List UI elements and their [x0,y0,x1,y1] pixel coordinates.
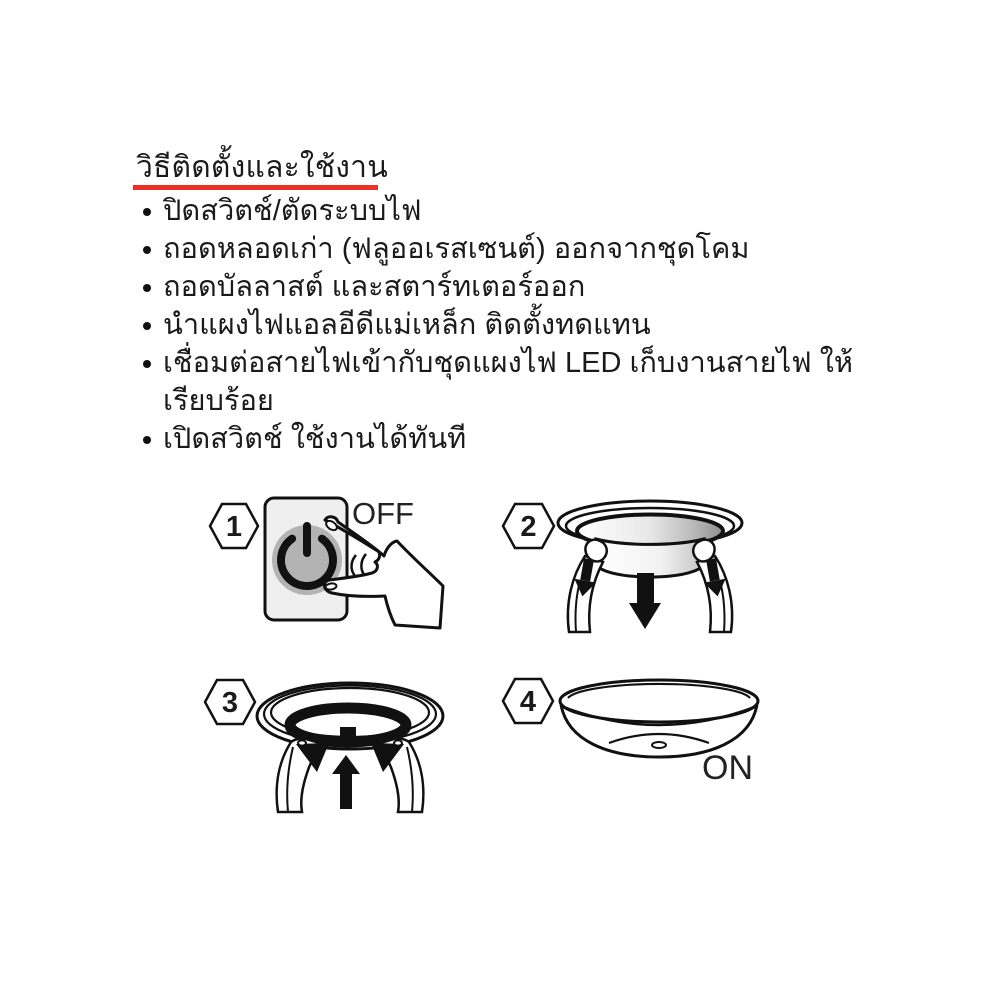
title-underline [133,185,378,190]
instruction-text: ถอดหลอดเก่า (ฟลูออเรสเซนต์) ออกจากชุดโคม [163,233,750,265]
instruction-text: เปิดสวิตช์ ใช้งานได้ทันที [163,423,467,455]
left-hand-icon [277,739,329,812]
arrow-up-large-icon [332,755,360,809]
instruction-item [136,230,880,268]
on-label: ON [702,749,753,787]
page-title: วิธีติดตั้งและใช้งาน [136,151,388,184]
bullet-dot [143,246,151,254]
instruction-list [136,192,880,458]
ceiling-lamp-base [558,501,742,548]
step3-figure-install-led-panel [190,655,490,845]
curled-fingers-lines [352,554,367,577]
step-number: 3 [221,687,239,719]
instruction-text: นำแผงไฟแอลอีดีแม่เหล็ก ติดตั้งทดแทน [163,309,651,341]
fingernail [298,740,306,745]
step4-figure-lamp-on [490,655,790,845]
step-number-badge [503,679,553,723]
instruction-text: ปิดสวิตช์/ตัดระบบไฟ [163,195,422,227]
bullet-dot [143,208,151,216]
bullet-dot [143,284,151,292]
ring-tab [340,727,356,739]
hooked-finger [693,540,714,562]
bullet-dot [143,322,151,330]
step-number: 1 [225,511,243,543]
hooked-finger [585,540,606,562]
step-number-badge [205,680,255,724]
arrow-down-large-icon [629,573,661,629]
instruction-item [136,306,880,344]
fingernail [394,740,402,745]
instruction-text: ถอดบัลลาสต์ และสตาร์ทเตอร์ออก [163,271,586,303]
bullet-dot [143,436,151,444]
center-cap [652,742,666,748]
step2-figure-remove-cover [490,475,790,665]
assembled-ceiling-lamp [560,680,758,757]
off-label: OFF [352,496,414,531]
instruction-item [136,344,880,420]
instruction-text: เชื่อมต่อสายไฟเข้ากับชุดแผงไฟ LED เก็บงานสายไฟ ให้เรียบร้อย [163,347,854,417]
lamp-cover-dropping [596,539,704,577]
step-number-badge [503,504,554,548]
instruction-item [136,268,880,306]
instruction-item [136,192,880,230]
step1-figure-switch-off [190,475,490,665]
right-hand-icon [371,739,423,812]
step-number-badge [210,504,258,548]
instruction-item [136,420,880,458]
bullet-dot [143,360,151,368]
step-number: 4 [519,686,537,718]
thumbnail [325,583,337,590]
step-number: 2 [520,511,537,543]
